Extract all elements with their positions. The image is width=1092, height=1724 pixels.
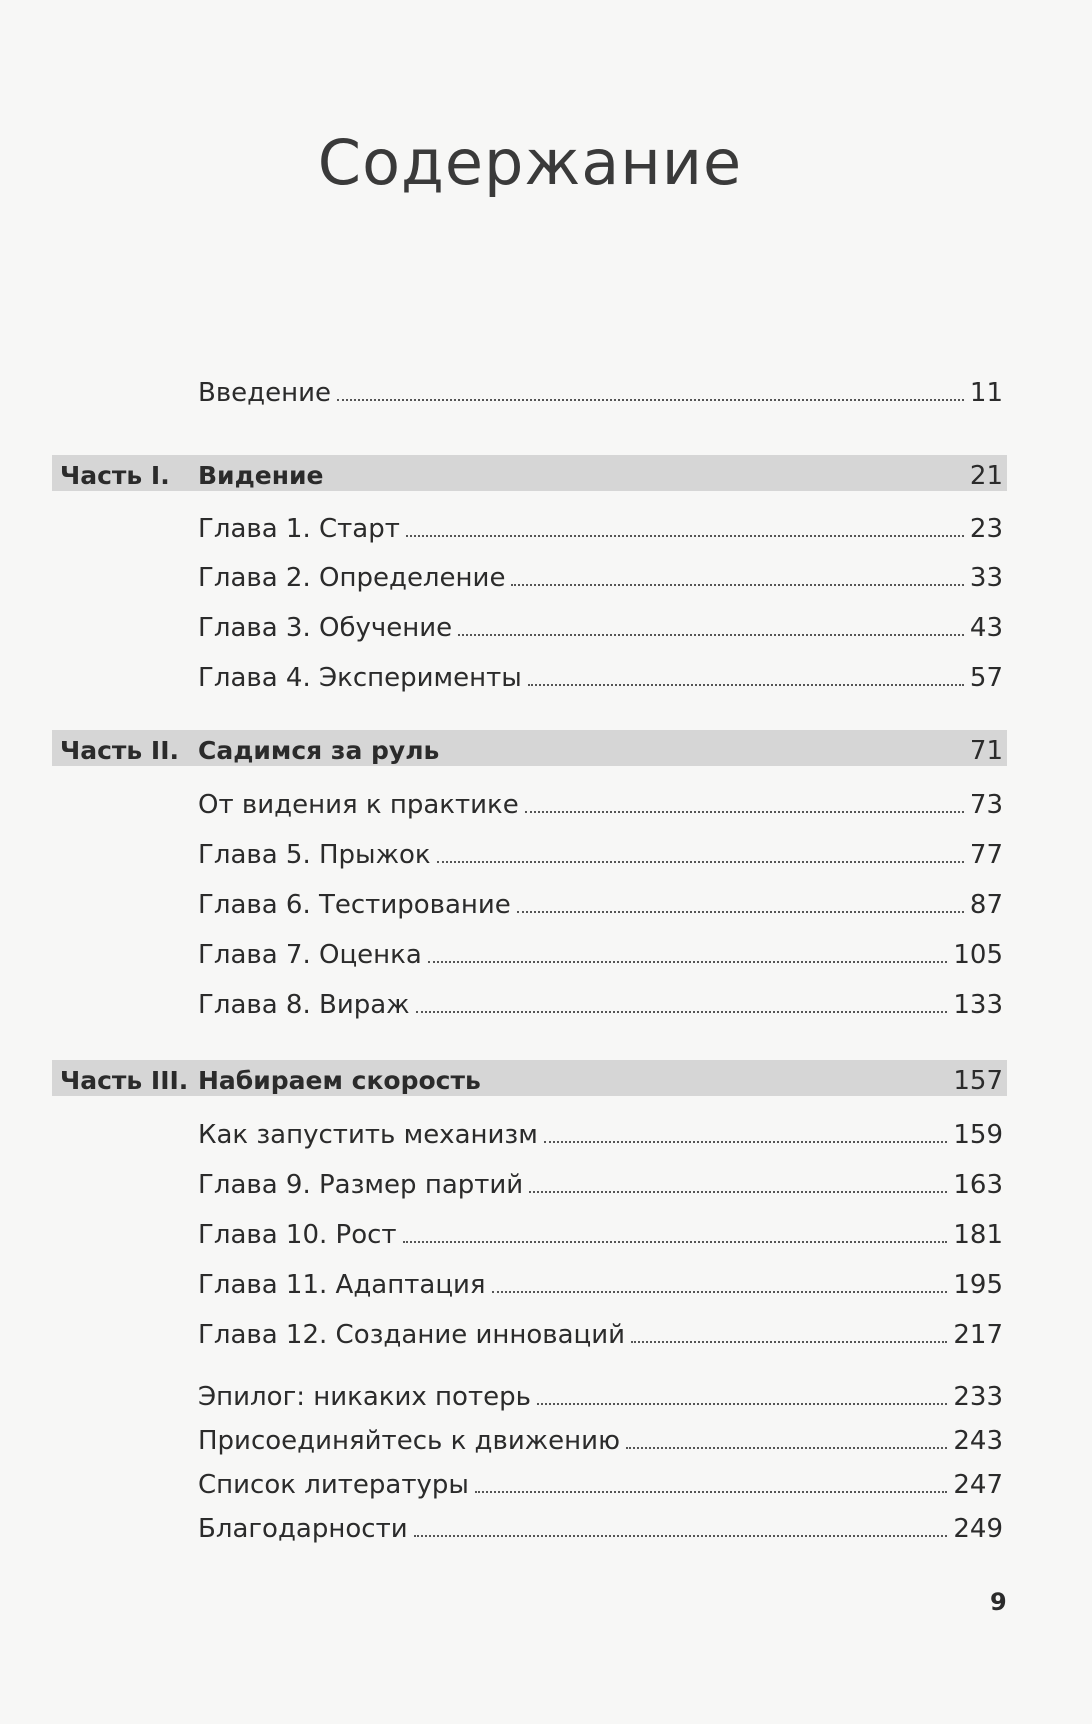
toc-entry-title: Введение — [198, 378, 332, 408]
dot-leader — [525, 811, 964, 813]
toc-page-number: 23 — [969, 514, 1003, 544]
dot-leader — [517, 911, 964, 913]
page-number: 9 — [990, 1588, 1007, 1616]
toc-entry-title: Глава 4. Эксперименты — [198, 663, 522, 693]
toc-page-number: 77 — [969, 840, 1003, 870]
toc-entry-title: Глава 3. Обучение — [198, 613, 453, 643]
toc-entry-title: Видение — [198, 461, 324, 490]
dot-leader — [414, 1535, 948, 1537]
toc-row — [52, 370, 1007, 408]
toc-page-number: 217 — [953, 1320, 1003, 1350]
toc-row — [52, 1418, 1007, 1456]
toc-entry-title: От видения к практике — [198, 790, 519, 820]
toc-page-number: 11 — [969, 378, 1003, 408]
dot-leader — [437, 861, 964, 863]
toc-row — [52, 982, 1007, 1020]
dot-leader — [458, 634, 964, 636]
toc-entry-title: Благодарности — [198, 1514, 408, 1544]
toc-entry-title: Глава 8. Вираж — [198, 990, 410, 1020]
toc-entry-title: Присоединяйтесь к движению — [198, 1426, 620, 1456]
dot-leader — [475, 1491, 947, 1493]
toc-entry-title: Глава 7. Оценка — [198, 940, 422, 970]
toc-page-number: 57 — [969, 663, 1003, 693]
toc-row — [52, 506, 1007, 544]
toc-entry-title: Список литературы — [198, 1470, 469, 1500]
toc-row — [52, 605, 1007, 643]
toc-entry-title: Глава 6. Тестирование — [198, 890, 511, 920]
dot-leader — [406, 535, 964, 537]
toc-page-number: 43 — [969, 613, 1003, 643]
toc-page-number: 133 — [953, 990, 1003, 1020]
toc-page-number: 33 — [969, 563, 1003, 593]
toc-page-number: 71 — [969, 736, 1003, 766]
toc-row — [52, 832, 1007, 870]
toc-row — [52, 1374, 1007, 1412]
toc-part-row — [52, 1060, 1007, 1096]
toc-page-number: 159 — [953, 1120, 1003, 1150]
toc-part-label: Часть II. — [60, 736, 179, 765]
toc-page-number: 105 — [953, 940, 1003, 970]
toc-row — [52, 1462, 1007, 1500]
toc-row — [52, 1162, 1007, 1200]
toc-part-label: Часть III. — [60, 1066, 189, 1095]
toc-entry-title: Глава 5. Прыжок — [198, 840, 431, 870]
toc-page-number: 163 — [953, 1170, 1003, 1200]
dot-leader — [492, 1291, 948, 1293]
toc-entry-title: Набираем скорость — [198, 1066, 481, 1095]
toc-entry-title: Глава 12. Создание инноваций — [198, 1320, 626, 1350]
toc-part-label: Часть I. — [60, 461, 170, 490]
toc-page-number: 233 — [953, 1382, 1003, 1412]
toc-row — [52, 882, 1007, 920]
toc-row — [52, 932, 1007, 970]
toc-page-number: 21 — [969, 461, 1003, 491]
dot-leader — [626, 1447, 947, 1449]
dot-leader — [529, 1191, 947, 1193]
toc-row — [52, 1212, 1007, 1250]
page-title: Содержание — [317, 126, 743, 199]
toc-part-row — [52, 730, 1007, 766]
toc-entry-title: Глава 9. Размер партий — [198, 1170, 524, 1200]
toc-entry-title: Садимся за руль — [198, 736, 440, 765]
toc-row — [52, 655, 1007, 693]
toc-page-number: 247 — [953, 1470, 1003, 1500]
toc-entry-title: Глава 2. Определение — [198, 563, 506, 593]
dot-leader — [403, 1241, 948, 1243]
toc-entry-title: Глава 11. Адаптация — [198, 1270, 486, 1300]
toc-entry-title: Глава 10. Рост — [198, 1220, 397, 1250]
dot-leader — [337, 399, 964, 401]
dot-leader — [544, 1141, 948, 1143]
dot-leader — [428, 961, 948, 963]
toc-page-number: 181 — [953, 1220, 1003, 1250]
toc-entry-title: Глава 1. Старт — [198, 514, 400, 544]
toc-part-row — [52, 455, 1007, 491]
dot-leader — [631, 1341, 947, 1343]
toc-page-number: 87 — [969, 890, 1003, 920]
toc-page-number: 249 — [953, 1514, 1003, 1544]
toc-page-number: 243 — [953, 1426, 1003, 1456]
dot-leader — [537, 1403, 947, 1405]
toc-row — [52, 555, 1007, 593]
toc-entry-title: Эпилог: никаких потерь — [198, 1382, 531, 1412]
toc-page-number: 157 — [953, 1066, 1003, 1096]
toc-page-number: 195 — [953, 1270, 1003, 1300]
toc-row — [52, 1506, 1007, 1544]
toc-row — [52, 1262, 1007, 1300]
dot-leader — [528, 684, 964, 686]
toc-row — [52, 1312, 1007, 1350]
toc-page-number: 73 — [969, 790, 1003, 820]
toc-row — [52, 782, 1007, 820]
toc-entry-title: Как запустить механизм — [198, 1120, 538, 1150]
toc-row — [52, 1112, 1007, 1150]
dot-leader — [511, 584, 963, 586]
dot-leader — [416, 1011, 948, 1013]
